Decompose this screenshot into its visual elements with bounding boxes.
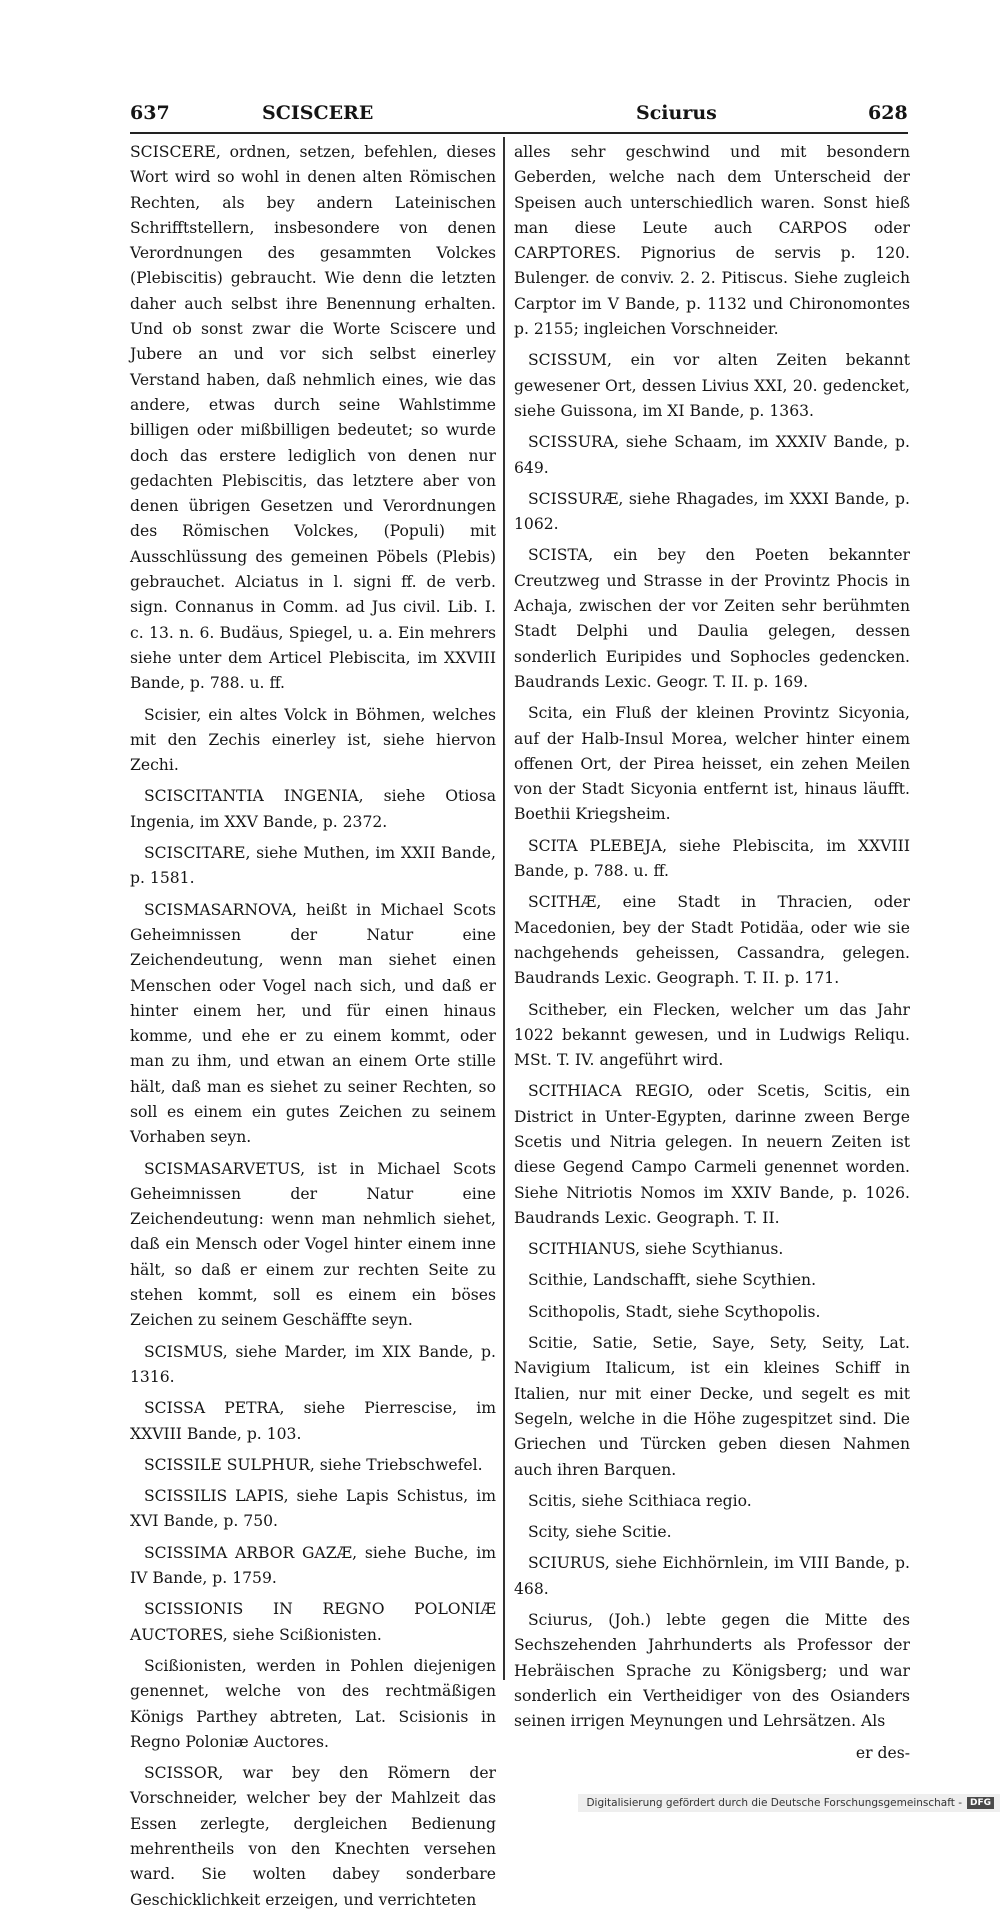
- entry-scista: SCISTA, ein bey den Poeten bekannter Creutzweg und Strasse in der Provintz Phocis in Achaja, zwischen der vor Zeiten sehr berühmten Stadt Delphi und Daulia gelegen, dessen sonderlich Euripides und Sophocles gedencken. Baudrands Lexic. Geogr. T. II. p. 169.: [514, 546, 910, 691]
- entry-scita-plebeja: SCITA PLEBEJA, siehe Plebiscita, im XXVIII Bande, p. 788. u. ff.: [514, 836, 910, 881]
- running-title-left: SCISCERE: [262, 102, 374, 124]
- entry-scissima-arbor-gazae: SCISSIMA ARBOR GAZÆ, siehe Buche, im IV Bande, p. 1759.: [130, 1543, 496, 1588]
- entry-scissum: SCISSUM, ein vor alten Zeiten bekannt gewesener Ort, dessen Livius XXI, 20. gedencket, siehe Guissona, im XI Bande, p. 1363.: [514, 351, 910, 420]
- entry-scithiaca-regio: SCITHIACA REGIO, oder Scetis, Scitis, ein District in Unter-Egypten, darinne zween Berge Scetis und Nitria gelegen. In neuern Zeiten ist diese Gegend Campo Carmeli genennet worden. Siehe Nitriotis Nomos im XXIV Bande, p. 1026. Baudrands Lexic. Geograph. T. II.: [514, 1082, 910, 1227]
- column-divider: [503, 137, 505, 1680]
- entry-scithopolis: Scithopolis, Stadt, siehe Scythopolis.: [528, 1302, 821, 1321]
- left-column: [130, 140, 496, 1919]
- entry-scity: Scity, siehe Scitie.: [528, 1523, 672, 1542]
- entry-scisier: Scisier, ein altes Volck in Böhmen, welches mit den Zechis einerley ist, siehe hiervon Zechi.: [130, 705, 496, 775]
- right-column: [514, 140, 910, 1766]
- entry-sciscitantia-ingenia: SCISCITANTIA INGENIA, siehe Otiosa Ingenia, im XXV Bande, p. 2372.: [130, 787, 496, 831]
- entry-scissa-petra: SCISSA PETRA, siehe Pierrescise, im XXVIII Bande, p. 103.: [130, 1399, 496, 1443]
- entry-scita: Scita, ein Fluß der kleinen Provintz Sicyonia, auf der Halb-Insul Morea, welcher hinter einem offenen Ort, der Pirea heisset, ein zehen Meilen von der Stadt Sicyonia entfernt ist, hinaus läufft. Boethii Kriegsheim.: [514, 704, 910, 824]
- running-title-right: Sciurus: [636, 102, 717, 124]
- entry-scissionis-auctores: SCISSIONIS IN REGNO POLONIÆ AUCTORES, siehe Scißionisten.: [130, 1600, 496, 1644]
- page-number-left: 637: [130, 102, 170, 124]
- entry-scitie: Scitie, Satie, Setie, Saye, Sety, Seity, Lat. Navigium Italicum, ist ein kleines Schiff in Italien, nur mit einer Decke, und segelt es mit Segeln, welche in die Höhe zugespitzet sind. Die Griechen und Türcken geben diesen Nahmen auch ihren Barquen.: [514, 1334, 910, 1479]
- entry-scithie: Scithie, Landschafft, siehe Scythien.: [528, 1271, 817, 1290]
- entry-scismasarvetus: SCISMASARVETUS, ist in Michael Scots Geheimnissen der Natur eine Zeichendeutung: wenn man nehmlich siehet, daß ein Mensch oder Vogel hinter einem inne hält, so daß er einem zur rechten Seite zu stehen kommt, soll es einem ein böses Zeichen zu seinem Geschäffte seyn.: [130, 1159, 496, 1330]
- footer-text: Digitalisierung gefördert durch die Deutsche Forschungsgemeinschaft -: [586, 1797, 962, 1809]
- dfg-logo: DFG: [967, 1797, 994, 1809]
- entry-scithianus: SCITHIANUS, siehe Scythianus.: [528, 1240, 784, 1259]
- entry-scitis: Scitis, siehe Scithiaca regio.: [528, 1491, 752, 1510]
- entry-scissilis-lapis: SCISSILIS LAPIS, siehe Lapis Schistus, im XVI Bande, p. 750.: [130, 1487, 496, 1531]
- entry-sciurus-lat: SCIURUS, siehe Eichhörnlein, im VIII Bande, p. 468.: [514, 1554, 910, 1598]
- entry-scissionisten: Scißionisten, werden in Pohlen diejenigen genennet, welche von des rechtmäßigen Königs Parthey abtreten, Lat. Scisionis in Regno Poloniæ Auctores.: [130, 1656, 496, 1751]
- entry-sciurus-joh: Sciurus, (Joh.) lebte gegen die Mitte des Sechszehenden Jahrhunderts als Professor der Hebräischen Sprache zu Königsberg; und war sonderlich ein Vertheidiger von des Osianders seinen irrigen Meynungen und Lehrsätzen. Als: [514, 1611, 910, 1731]
- entry-scithae: SCITHÆ, eine Stadt in Thracien, oder Macedonien, bey der Stadt Potidäa, oder wie sie nachgehends geheissen, Cassandra, gelegen. Baudrands Lexic. Geograph. T. II. p. 171.: [514, 893, 910, 988]
- header-rule: [130, 132, 908, 134]
- catchword: er des-: [855, 1743, 910, 1762]
- entry-sciscere: SCISCERE, ordnen, setzen, befehlen, dieses Wort wird so wohl in denen alten Römischen Rechten, als bey andern Lateinischen Schrifftstellern, insbesondere von denen Verordnungen des gesammten Volckes (Plebiscitis) gebraucht. Wie denn die letzten daher auch selbst ihre Benennung erhalten. Und ob sonst zwar die Worte Sciscere und Jubere an und vor sich selbst einerley Verstand haben, daß nehmlich eines, wie das andere, etwas durch seine Wahlstimme billigen oder mißbilligen bedeutet; so wurde doch das erstere lediglich von denen nur gedachten Plebiscitis, das letztere aber von denen übrigen Gesetzen und Verordnungen des Römischen Volckes, (Populi) mit Ausschlüssung des gemeinen Pöbels (Plebis) gebrauchet. Alciatus in l. signi ff. de verb. sign. Connanus in Comm. ad Jus civil. Lib. I. c. 13. n. 6. Budäus, Spiegel, u. a. Ein mehrers siehe unter dem Articel Plebiscita, im XXVIII Bande, p. 788. u. ff.: [130, 143, 496, 693]
- entry-scissor-continued: alles sehr geschwind und mit besondern Geberden, welche nach dem Unterscheid der Speisen auch unterschiedlich waren. Sonst hieß man diese Leute auch CARPOS oder CARPTORES. Pignorius de servis p. 120. Bulenger. de conviv. 2. 2. Pitiscus. Siehe zugleich Carptor im V Bande, p. 1132 und Chironomontes p. 2155; ingleichen Vorschneider.: [514, 143, 910, 339]
- entry-scissile-sulphur: SCISSILE SULPHUR, siehe Triebschwefel.: [144, 1455, 483, 1474]
- entry-scitheber: Scitheber, ein Flecken, welcher um das Jahr 1022 bekannt gewesen, und in Ludwigs Reliqu. MSt. T. IV. angeführt wird.: [514, 1000, 910, 1070]
- entry-scissura: SCISSURA, siehe Schaam, im XXXIV Bande, p. 649.: [514, 433, 910, 477]
- entry-scismasarnova: SCISMASARNOVA, heißt in Michael Scots Geheimnissen der Natur eine Zeichendeutung, wenn man siehet einen Menschen oder Vogel nach sich, und daß er hinter einem her, und für einen hinaus komme, und ehe er zu einem kommt, oder man zu ihm, und etwan an einem Orte stille hält, daß man es siehet zu seiner Rechten, so soll es einem ein gutes Zeichen zu seinem Vorhaben seyn.: [130, 900, 496, 1147]
- entry-scissurae: SCISSURÆ, siehe Rhagades, im XXXI Bande, p. 1062.: [514, 489, 910, 534]
- entry-sciscitare: SCISCITARE, siehe Muthen, im XXII Bande, p. 1581.: [130, 844, 496, 888]
- digitization-footer: [578, 1794, 1000, 1812]
- entry-scissor: SCISSOR, war bey den Römern der Vorschneider, welcher bey der Mahlzeit das Essen zerlegte, dergleichen Bedienung mehrentheils von den Knechten versehen ward. Sie wolten dabey sonderbare Geschicklichkeit erzeigen, und verrichteten: [130, 1764, 496, 1909]
- entry-scismus: SCISMUS, siehe Marder, im XIX Bande, p. 1316.: [130, 1342, 496, 1386]
- page-number-right: 628: [868, 102, 908, 124]
